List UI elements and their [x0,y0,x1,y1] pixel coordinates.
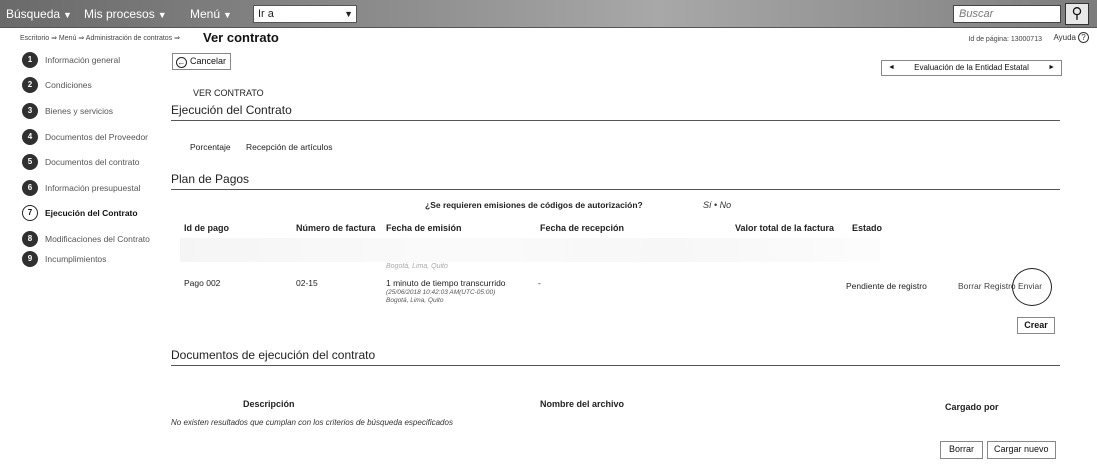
column-header-id-pago: Id de pago [184,223,229,233]
evaluacion-label: Evaluación de la Entidad Estatal [914,63,1029,72]
create-button[interactable]: Crear [1017,317,1055,334]
tab-recepcion-articulos[interactable]: Recepción de artículos [246,142,333,152]
subtitle: VER CONTRATO [193,88,264,98]
search-button[interactable] [1065,3,1089,25]
goto-value: Ir a [258,8,274,20]
question-icon: ? [1078,32,1089,43]
search-icon: ⚲ [1071,5,1083,22]
payment-reception: - [538,278,541,288]
chevron-down-icon: ▼ [157,10,167,20]
back-arrow-icon: ← [177,58,186,67]
sidebar-item-label: Documentos del Proveedor [45,132,149,142]
sidebar-item-label: Documentos del contrato [45,157,140,167]
step-number-icon: 3 [22,103,38,119]
section-title-plan-pagos: Plan de Pagos [171,172,250,186]
sidebar-item-label: Información presupuestal [45,183,141,193]
delete-button[interactable]: Borrar [940,441,983,459]
step-number-icon: 4 [22,129,38,145]
sidebar-item-bienes-servicios[interactable] [22,103,162,121]
chevron-right-icon: ► [1048,64,1055,71]
busqueda-menu[interactable] [6,5,72,23]
faded-table-row [180,238,880,262]
search-input[interactable] [953,5,1061,23]
tab-porcentaje[interactable]: Porcentaje [190,142,231,152]
mis-procesos-menu[interactable] [84,5,167,23]
payment-row-actions[interactable]: Borrar Registro Enviar [958,281,1043,291]
menu-dropdown[interactable] [190,5,232,23]
step-number-icon: 5 [22,154,38,170]
sidebar-item-documentos-contrato[interactable] [22,154,162,172]
sidebar-item-label: Modificaciones del Contrato [45,234,150,244]
column-header-estado: Estado [852,223,883,233]
column-header-fecha-emision: Fecha de emisión [386,223,462,233]
chevron-left-icon: ◄ [888,64,895,71]
sidebar-item-label: Incumplimientos [45,254,107,264]
cancel-label: Cancelar [190,56,227,66]
step-number-icon: 6 [22,180,38,196]
sidebar-item-label: Condiciones [45,80,92,90]
section-title-ejecucion: Ejecución del Contrato [171,103,292,117]
search-placeholder: Buscar [959,8,994,20]
sidebar-item-label: Bienes y servicios [45,106,114,116]
sidebar-item-informacion-general[interactable] [22,52,162,70]
page-id: Id de página: 13000713 [968,36,1042,43]
sidebar-item-documentos-proveedor[interactable] [22,129,162,147]
step-number-icon: 9 [22,251,38,267]
sidebar-item-informacion-presupuestal[interactable] [22,180,162,198]
payment-status: Pendiente de registro [846,281,927,291]
payment-id: Pago 002 [184,278,221,288]
sidebar-item-label: Información general [45,55,121,65]
payment-invoice: 02-15 [296,278,318,288]
column-header-fecha-recepcion: Fecha de recepción [540,223,625,233]
breadcrumb[interactable]: Escritorio ⇒ Menú ⇒ Administración de contratos ⇒ [20,35,180,42]
cancel-button[interactable] [172,53,231,70]
empty-results-message: No existen resultados que cumplan con los criterios de búsqueda especificados [171,418,453,427]
chevron-down-icon: ▼ [63,10,72,20]
sidebar-item-label: Ejecución del Contrato [45,208,138,218]
sidebar-item-ejecucion-contrato[interactable] [22,205,162,223]
sidebar-item-condiciones[interactable] [22,77,162,95]
section-divider [171,365,1060,366]
section-title-documentos: Documentos de ejecución del contrato [171,348,376,362]
payment-emission-detail: (25/06/2018 10:42:03 AM(UTC-05:00) [386,289,496,296]
payment-emission-zone: Bogotá, Lima, Quito [386,297,444,304]
send-highlight-circle [1012,268,1052,306]
authorization-question: ¿Se requieren emisiones de códigos de autorización? [425,200,643,210]
payment-emission: 1 minuto de tiempo transcurrido [386,278,506,288]
column-header-valor-total: Valor total de la factura [735,223,835,233]
step-number-icon: 7 [22,205,38,221]
mis-procesos-label: Mis procesos [84,7,155,21]
goto-select[interactable] [253,5,357,23]
step-number-icon: 2 [22,77,38,93]
chevron-down-icon: ▼ [223,10,232,20]
busqueda-label: Búsqueda [6,7,61,21]
section-divider [171,189,1060,190]
section-divider [171,120,1060,121]
step-number-icon: 1 [22,52,38,68]
authorization-answer: Sí • No [703,200,732,210]
page-title: Ver contrato [203,30,279,45]
chevron-down-icon: ▼ [344,9,353,19]
top-navigation-bar [0,0,1097,28]
sidebar-item-modificaciones-contrato[interactable] [22,231,162,249]
faded-row-text: Bogotá, Lima, Quito [386,263,448,270]
column-header-numero-factura: Número de factura [296,223,376,233]
sidebar-item-incumplimientos[interactable] [22,251,162,269]
step-number-icon: 8 [22,231,38,247]
column-header-descripcion: Descripción [243,399,295,409]
help-label: Ayuda [1053,33,1076,42]
menu-label: Menú [190,7,221,21]
upload-new-button[interactable]: Cargar nuevo [987,441,1056,459]
column-header-cargado-por: Cargado por [945,402,999,412]
help-link[interactable] [1053,32,1089,43]
evaluacion-entidad-button[interactable] [881,60,1062,76]
column-header-nombre-archivo: Nombre del archivo [540,399,625,409]
